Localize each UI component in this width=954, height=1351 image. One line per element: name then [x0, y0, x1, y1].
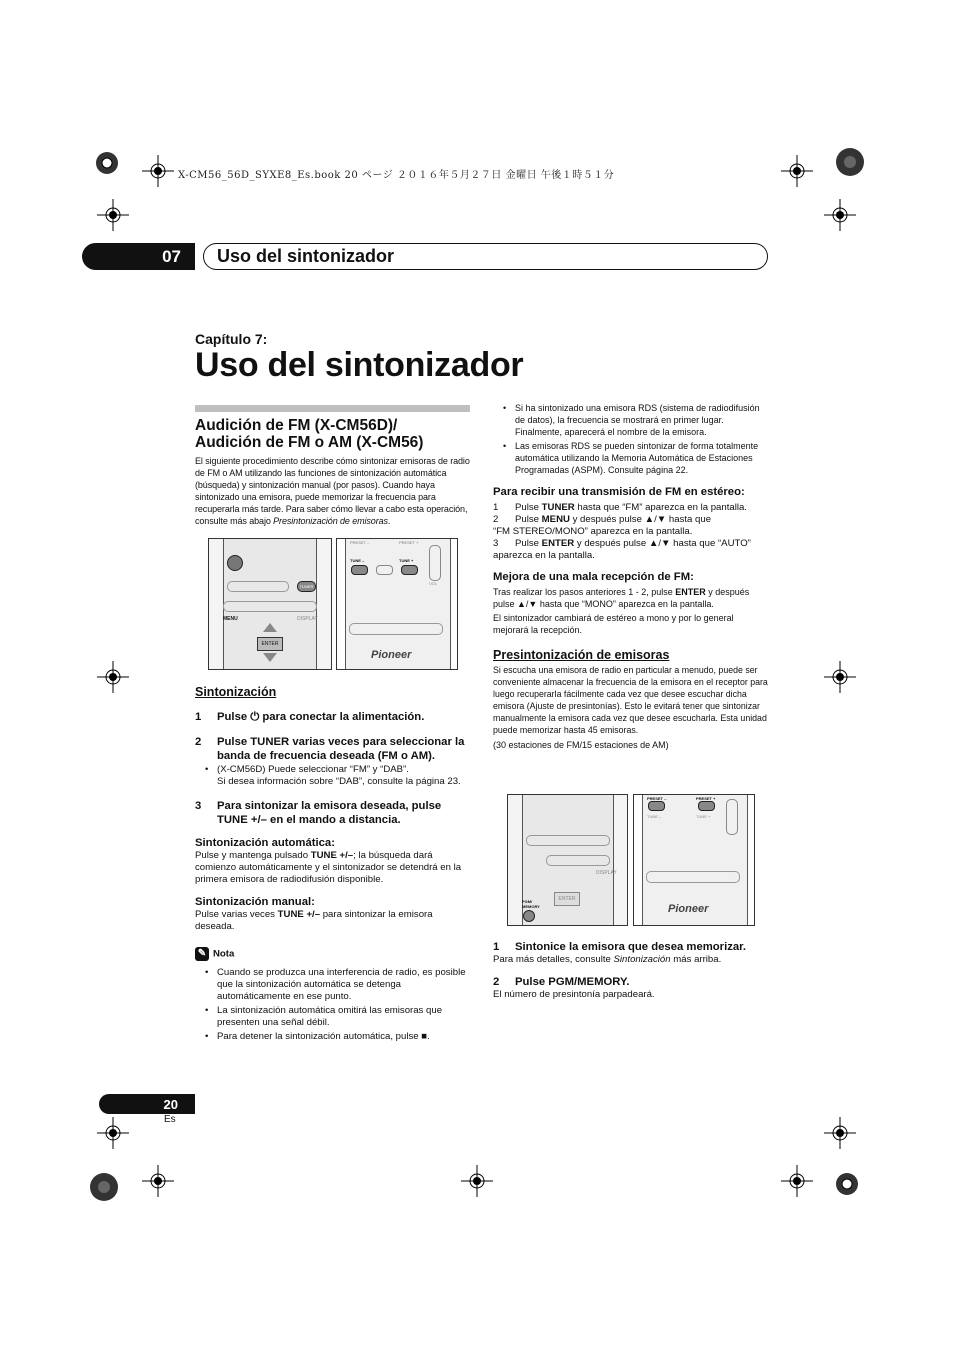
brand-logo: Pioneer	[668, 903, 709, 915]
step-3	[195, 799, 470, 827]
registration-mark-icon	[95, 151, 119, 175]
text: “FM STEREO/MONO” aparezca en la pantalla.	[493, 526, 693, 537]
power-icon: ⏻	[250, 711, 260, 723]
rds-bullet: • Si ha sintonizado una emisora RDS (sistema de radiodifusión de datos), la frecuencia se mostrará en primer lugar. Finalmente, aparecerá el nombre de la emisora.	[493, 402, 769, 438]
improve-paragraph-2: El sintonizador cambiará de estéreo a mono y por lo general mejorará la recepción.	[493, 613, 734, 635]
crosshair-icon	[781, 1165, 813, 1197]
text: para sintonizar la emisora deseada.	[195, 909, 433, 932]
preset-heading: Presintonización de emisoras	[493, 648, 670, 662]
manual-paragraph	[195, 909, 470, 933]
pgm-memory-label: PGM/ MEMORY	[522, 899, 540, 909]
chapter-label: Capítulo 7:	[195, 331, 268, 347]
crosshair-icon	[142, 155, 174, 187]
crosshair-icon	[824, 1117, 856, 1149]
preset-plus-label: PRESET +	[696, 796, 716, 801]
preset-paragraph: Si escucha una emisora de radio en particular a menudo, puede ser conveniente almacenar la frecuencia de la emisora en el receptor para luego recuperarla fácilmente cada vez que desee escuchar dicha emisora (Ajuste de presintonías). Esto le evitará tener que sintonizar manualmente la emisora cada vez que desee escucharla. Esta unidad puede memorizar hasta 45 emisoras.	[493, 665, 768, 735]
enter-button: ENTER	[257, 637, 283, 651]
intro-paragraph	[195, 455, 470, 527]
crosshair-icon	[142, 1165, 174, 1197]
improve-paragraph	[493, 586, 769, 610]
text: Para más detalles, consulte	[493, 954, 614, 965]
text: Pulse	[515, 514, 542, 525]
chapter-title: Uso del sintonizador	[217, 246, 395, 266]
step-number: 1	[493, 502, 499, 513]
page-number: 20	[99, 1094, 195, 1114]
auto-paragraph	[195, 850, 470, 886]
stereo-step-3	[493, 538, 769, 562]
step-text: Pulse	[217, 711, 251, 723]
preset-step-2-sub: El número de presintonía parpadeará.	[493, 989, 655, 1000]
text: Pulse varias veces	[195, 909, 278, 920]
crosshair-icon	[97, 1117, 129, 1149]
left-column	[195, 405, 470, 527]
step-number: 3	[493, 538, 499, 549]
remote-illustration	[507, 794, 628, 926]
remote-illustration	[336, 538, 458, 670]
step-number: 2	[195, 736, 202, 748]
bullet-text: (X-CM56D) Puede seleccionar “FM” y “DAB”.	[217, 764, 409, 775]
text-bold: TUNER	[541, 502, 575, 513]
crosshair-icon	[824, 199, 856, 231]
text: y después pulse ▲/▼ hasta que “MONO” aparezca en la pantalla.	[493, 587, 750, 609]
preset-minus-label: PRESET –	[647, 796, 667, 801]
text: hasta que “FM” aparezca en la pantalla.	[574, 502, 747, 513]
power-button	[227, 555, 243, 571]
nota-item: • Para detener la sintonización automática, pulse ■.	[195, 1031, 470, 1043]
stereo-heading: Para recibir una transmisión de FM en estéreo:	[493, 486, 745, 498]
improve-heading: Mejora de una mala recepción de FM:	[493, 571, 694, 583]
registration-mark-icon	[835, 147, 865, 177]
manual-heading: Sintonización manual:	[195, 896, 315, 908]
step-text: Sintonice la emisora que desea memorizar.	[515, 941, 747, 953]
auto-heading: Sintonización automática:	[195, 837, 335, 849]
step-number: 3	[195, 800, 202, 812]
preset-count: (30 estaciones de FM/15 estaciones de AM)	[493, 740, 669, 750]
enter-button: ENTER	[554, 892, 580, 906]
crosshair-icon	[461, 1165, 493, 1197]
brand-logo: Pioneer	[371, 649, 412, 661]
page-language: Es	[164, 1114, 176, 1125]
intro-italic: Presintonización de emisoras	[273, 516, 388, 526]
bullet-text: Si desea información sobre “DAB”, consulte la página 23.	[217, 776, 461, 787]
preset-step-1	[493, 940, 769, 954]
preset-minus-label: PRESET –	[350, 540, 370, 545]
step-number: 2	[493, 976, 500, 988]
step-number: 1	[493, 941, 500, 953]
text: Pulse	[515, 538, 542, 549]
page-title: Uso del sintonizador	[195, 346, 524, 384]
vol-label: VOL	[429, 581, 438, 586]
print-header: X-CM56_56D_SYXE8_Es.book 20 ページ ２０１６年５月２７日 金曜日 午後１時５１分	[178, 170, 615, 181]
display-label: DISPLAY	[596, 870, 617, 876]
section-title-line-1: Audición de FM (X-CM56D)/	[195, 417, 398, 434]
menu-label: MENU	[223, 616, 238, 622]
intro-text: El siguiente procedimiento describe cómo sintonizar emisoras de radio de FM o AM utilizando las funciones de sintonización automática (búsqueda) y sintonización manual (por pasos). Cuando haya sintonizado una emisora, puede memorizar la frecuencia para recuperarla más tarde. Para saber cómo llevar a cabo esta operación, consulte más abajo	[195, 456, 470, 526]
crosshair-icon	[97, 199, 129, 231]
section-divider	[195, 405, 470, 412]
left-column-body	[195, 685, 470, 1043]
right-column-steps	[493, 940, 769, 1001]
step-2-bullet	[195, 764, 470, 788]
crosshair-icon	[97, 661, 129, 693]
crosshair-icon	[781, 155, 813, 187]
note-icon: ✎	[195, 947, 209, 961]
text-bold: TUNE +/–	[277, 909, 321, 920]
text: y después pulse ▲/▼ hasta que	[569, 514, 712, 525]
volume-control	[429, 545, 441, 581]
right-column	[493, 402, 769, 751]
text: Pulse y mantenga pulsado	[195, 850, 311, 861]
step-text: Para sintonizar la emisora deseada, pulse TUNE +/– en el mando a distancia.	[217, 800, 442, 826]
text-bold: MENU	[541, 514, 570, 525]
nota-item: • La sintonización automática omitirá las emisoras que presenten una señal débil.	[195, 1005, 470, 1029]
text: Pulse	[515, 502, 542, 513]
volume-control	[726, 799, 738, 835]
step-text: para conectar la alimentación.	[259, 711, 425, 723]
section-title-line-2: Audición de FM o AM (X-CM56)	[195, 434, 424, 451]
tune-plus-label: TUNE +	[696, 814, 711, 819]
stereo-step-2	[493, 514, 769, 538]
preset-plus-label: PRESET +	[399, 540, 419, 545]
tune-minus-button	[351, 565, 368, 575]
pgm-memory-button	[523, 910, 535, 922]
intro-end: .	[387, 516, 391, 526]
nota-heading	[195, 947, 470, 961]
preset-plus-button	[698, 801, 715, 811]
nota-item: • Cuando se produzca una interferencia de radio, es posible que la sintonización automática se detenga automáticamente en ese punto.	[195, 967, 470, 1003]
text: Tras realizar los pasos anteriores 1 - 2, pulse	[493, 587, 676, 597]
step-text: Pulse TUNER varias veces para seleccionar la banda de frecuencia deseada (FM o AM).	[217, 736, 465, 762]
rds-bullet: • Las emisoras RDS se pueden sintonizar de forma totalmente automática utilizando la Memoria Automática de Estaciones Programadas (ASPM). Consulte página 22.	[493, 440, 769, 476]
text-bold: ENTER	[541, 538, 575, 549]
step-number: 2	[493, 514, 499, 525]
tune-plus-button	[401, 565, 418, 575]
text-bold: ENTER	[675, 587, 706, 597]
tuner-button: TUNER	[297, 581, 316, 592]
remote-illustration	[208, 538, 332, 670]
section-title	[195, 417, 470, 451]
step-text: Pulse PGM/MEMORY.	[515, 976, 630, 988]
tune-minus-label: TUNE –	[647, 814, 662, 819]
stop-button	[376, 565, 393, 575]
registration-mark-icon	[835, 1172, 859, 1196]
text: ; la búsqueda dará comienzo automáticamente y el sintonizador se detendrá en la primera emisora de radiodifusión disponible.	[195, 850, 462, 885]
display-label: DISPLAY	[297, 616, 318, 622]
remote-illustration	[633, 794, 755, 926]
crosshair-icon	[824, 661, 856, 693]
preset-step-1-sub	[493, 954, 769, 966]
chapter-title-header	[203, 243, 768, 270]
text: más arriba.	[670, 954, 722, 965]
step-2	[195, 735, 470, 763]
text-bold: TUNE +/–	[310, 850, 354, 861]
text: y después pulse ▲/▼ hasta que “AUTO”	[574, 538, 751, 549]
step-1	[195, 710, 470, 724]
stereo-step-1	[493, 502, 769, 514]
preset-minus-button	[648, 801, 665, 811]
text: aparezca en la pantalla.	[493, 550, 595, 561]
sint-heading: Sintonización	[195, 685, 277, 699]
tune-minus-label: TUNE –	[350, 558, 365, 563]
preset-step-2	[493, 975, 769, 989]
chapter-number-badge: 07	[82, 243, 195, 270]
tune-plus-label: TUNE +	[399, 558, 414, 563]
nota-list	[195, 967, 470, 1043]
text-italic: Sintonización	[613, 954, 671, 965]
step-number: 1	[195, 711, 202, 723]
registration-mark-icon	[89, 1172, 119, 1202]
nota-label: Nota	[213, 948, 235, 960]
